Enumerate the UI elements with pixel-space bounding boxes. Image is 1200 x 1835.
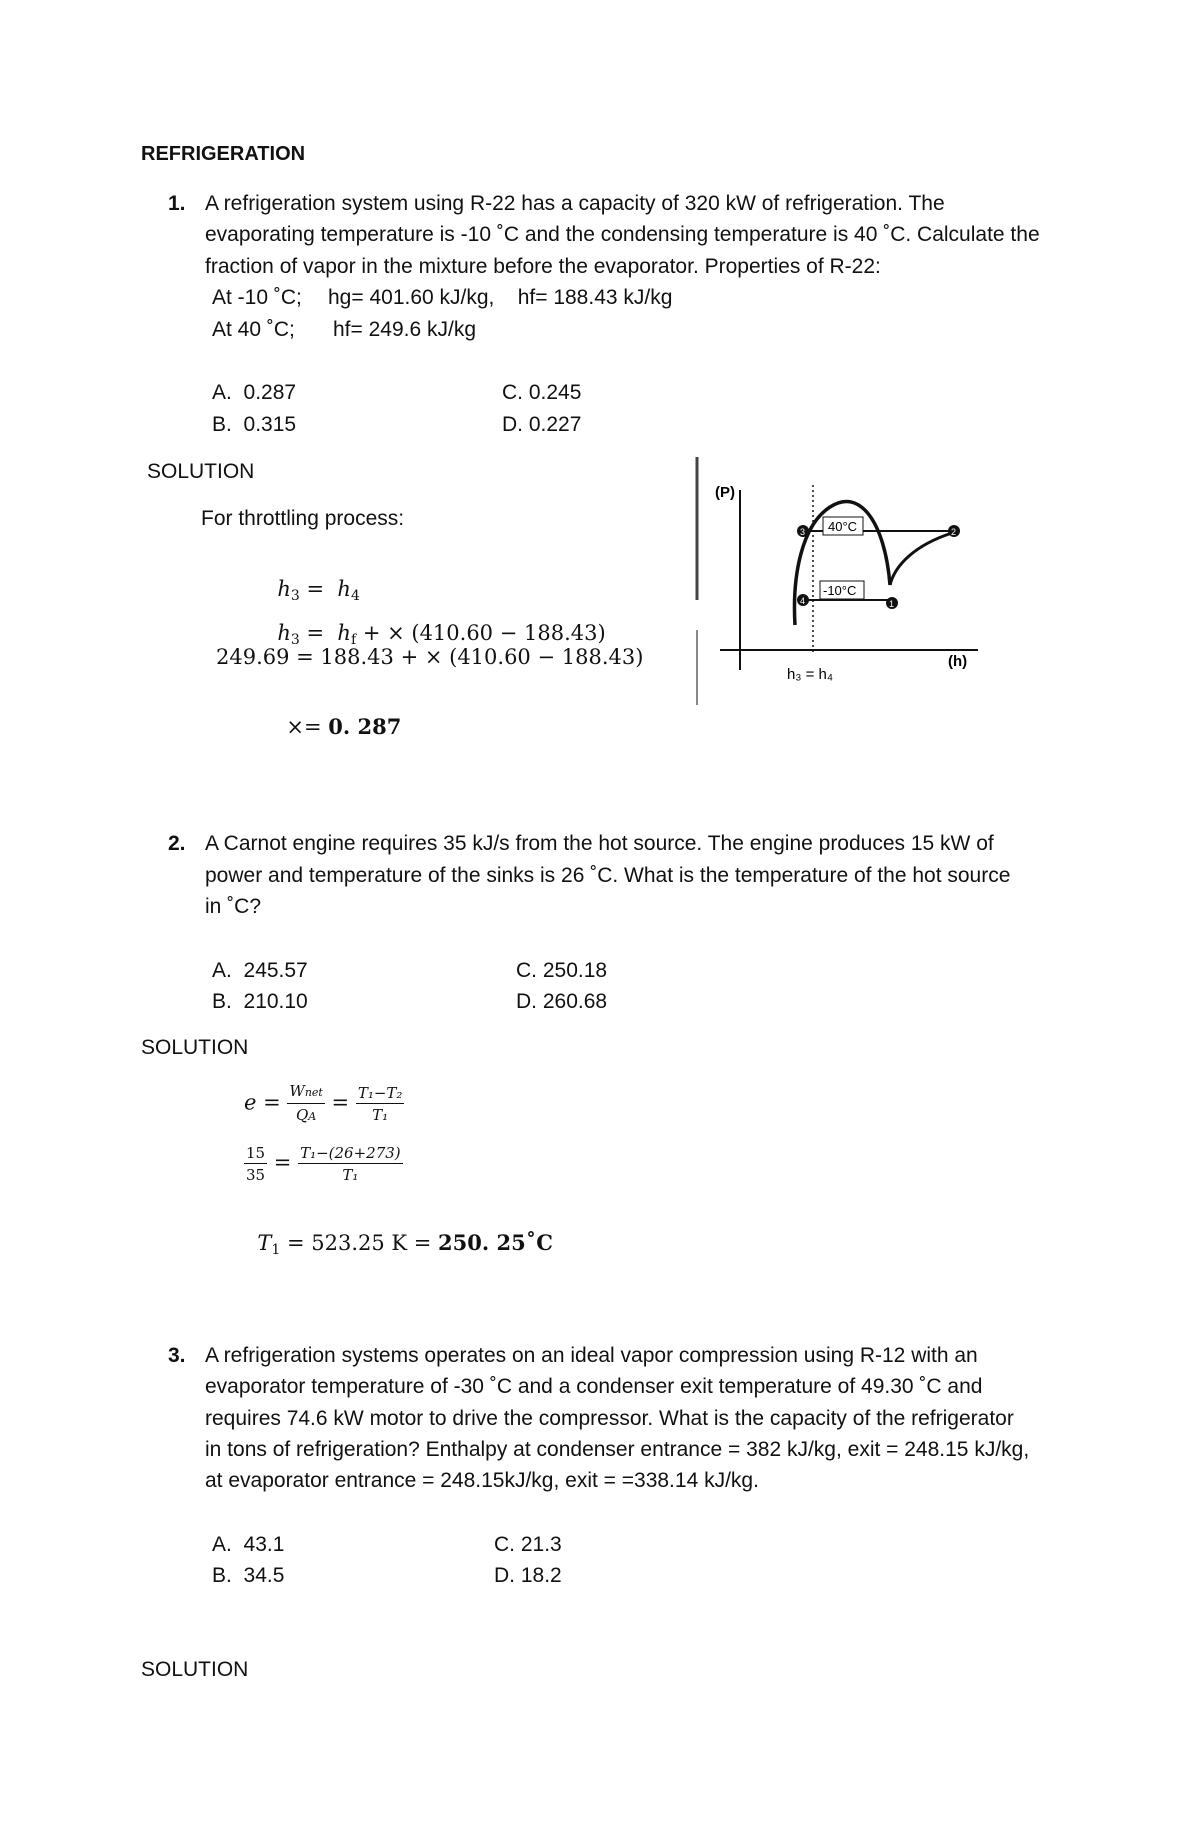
choice-a: A. 43.1: [212, 1533, 285, 1556]
page-title: REFRIGERATION: [141, 143, 306, 165]
choice-d: D. 0.227: [502, 413, 582, 436]
problem-1-line-2: evaporating temperature is -10 ˚C and the condensing temperature is 40 ˚C. Calculate the: [205, 223, 1040, 246]
choice-c: C. 0.245: [502, 381, 582, 404]
solution-1-eq-3: 249.69 = 188.43 + × (410.60 − 188.43): [216, 645, 644, 669]
solution-2-answer: $T_1 = 523.25$ K = 250. 25˚C: [257, 1230, 553, 1258]
property-values-1: hg= 401.60 kJ/kg, hf= 188.43 kJ/kg: [328, 286, 673, 309]
solution-1-eq-2: $h_3 = h_f$ + × (410.60 − 188.43): [277, 621, 606, 648]
problem-2-number: 2.: [168, 832, 186, 855]
solution-2-substitution: $\frac{15}{35}$ = $\frac{\text{T₁−(26+273)}}{\text{T₁}}$: [246, 1144, 401, 1184]
choice-b: B. 0.315: [212, 413, 297, 436]
choice-b: B. 210.10: [212, 990, 308, 1013]
solution-1-eq-1: $h_3 = h_4$: [277, 577, 360, 604]
compression-line: [890, 533, 952, 585]
point-2-label: 2: [951, 527, 957, 537]
choice-d: D. 260.68: [516, 990, 608, 1013]
property-label-2: At 40 ˚C;: [212, 318, 295, 341]
problem-3-line-2: evaporator temperature of -30 ˚C and a condenser exit temperature of 49.30 ˚C and: [205, 1375, 983, 1398]
solution-label-2: SOLUTION: [141, 1036, 249, 1059]
problem-2-line-2: power and temperature of the sinks is 26 ˚C. What is the temperature of the hot source: [205, 864, 1011, 887]
choice-a: A. 0.287: [212, 381, 297, 404]
problem-1-line-3: fraction of vapor in the mixture before the evaporator. Properties of R-22:: [205, 255, 881, 278]
problem-2-line-1: A Carnot engine requires 35 kJ/s from the hot source. The engine produces 15 kW of: [205, 832, 994, 855]
solution-1-answer: ×= 0. 287: [286, 714, 402, 739]
h-axis-label: (h): [948, 653, 968, 670]
point-1-label: 1: [889, 599, 895, 609]
choice-a: A. 245.57: [212, 959, 308, 982]
problem-2-line-3: in ˚C?: [205, 895, 262, 918]
temp-high-label: 40°C: [828, 519, 858, 534]
p-axis-label: (P): [715, 484, 735, 501]
choice-c: C. 250.18: [516, 959, 608, 982]
temp-low-label: -10°C: [823, 583, 857, 598]
problem-3-line-3: requires 74.6 kW motor to drive the compressor. What is the capacity of the refrigerator: [205, 1407, 1014, 1430]
choice-d: D. 18.2: [494, 1564, 562, 1587]
choice-c: C. 21.3: [494, 1533, 562, 1556]
property-values-2: hf= 249.6 kJ/kg: [333, 318, 477, 341]
ph-diagram: [690, 455, 1000, 710]
problem-3-number: 3.: [168, 1344, 186, 1367]
solution-label-3: SOLUTION: [141, 1658, 249, 1681]
property-label-1: At -10 ˚C;: [212, 286, 302, 309]
point-3-label: 3: [800, 527, 806, 537]
solution-label-1: SOLUTION: [147, 460, 255, 483]
h3-h4-label: h₃ = h₄: [787, 666, 834, 683]
problem-1-line-1: A refrigeration system using R-22 has a capacity of 320 kW of refrigeration. The: [205, 192, 945, 215]
problem-3-line-1: A refrigeration systems operates on an ideal vapor compression using R-12 with an: [205, 1344, 978, 1367]
problem-3-line-5: at evaporator entrance = 248.15kJ/kg, exit = =338.14 kJ/kg.: [205, 1469, 759, 1492]
choice-b: B. 34.5: [212, 1564, 285, 1587]
problem-3-line-4: in tons of refrigeration? Enthalpy at condenser entrance = 382 kJ/kg, exit = 248.15 kJ/kg,: [205, 1438, 1030, 1461]
point-4-label: 4: [800, 596, 806, 606]
solution-2-efficiency: e = $\frac{\text{Wnet}}{QA}$ = $\frac{\text{T₁−T₂}}{\text{T₁}}$: [244, 1082, 403, 1124]
problem-1-number: 1.: [168, 192, 186, 215]
solution-1-intro: For throttling process:: [201, 507, 405, 530]
